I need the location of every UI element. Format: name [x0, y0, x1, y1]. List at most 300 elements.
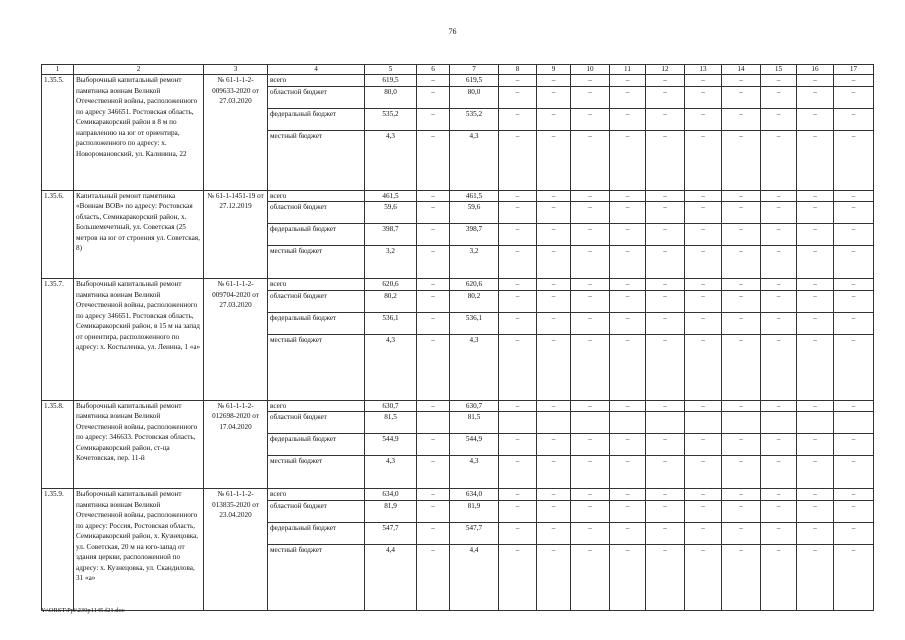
cell-col12: –	[646, 279, 685, 291]
cell-col11: –	[610, 500, 646, 522]
item-number: 1.35.7.	[42, 279, 74, 401]
cell-col12: –	[646, 434, 685, 456]
cell-col5: 461,5	[365, 190, 417, 202]
cell-col11: –	[610, 86, 646, 108]
cell-col7: 630,7	[450, 400, 499, 412]
cell-col15: –	[761, 130, 797, 190]
cell-col5: 4,4	[365, 544, 417, 610]
cell-col10: –	[571, 500, 610, 522]
cell-col8: –	[499, 108, 537, 130]
funding-source: местный бюджет	[268, 456, 365, 489]
funding-source: всего	[268, 190, 365, 202]
cell-col14: –	[722, 75, 761, 87]
cell-col10: –	[571, 290, 610, 312]
funding-source: областной бюджет	[268, 202, 365, 224]
cell-col11: –	[610, 190, 646, 202]
cell-col6: –	[417, 312, 450, 334]
cell-col13: –	[685, 279, 722, 291]
cell-col9: –	[537, 224, 571, 246]
cell-col11: –	[610, 108, 646, 130]
item-number: 1.35.5.	[42, 75, 74, 191]
cell-col7: 4,4	[450, 544, 499, 610]
cell-col7: 81,5	[450, 412, 499, 434]
table-row	[42, 190, 874, 202]
cell-col9: –	[537, 290, 571, 312]
cell-col5: 80,2	[365, 290, 417, 312]
cell-col17: –	[834, 522, 874, 544]
cell-col10: –	[571, 400, 610, 412]
cell-col14: –	[722, 500, 761, 522]
cell-col15: –	[761, 544, 797, 610]
cell-col9: –	[537, 544, 571, 610]
item-document-ref: № 61-1-1-2-009633-2020 от 27.03.2020	[204, 75, 268, 191]
cell-col14: –	[722, 312, 761, 334]
cell-col13: –	[685, 190, 722, 202]
column-header: 5	[365, 65, 417, 75]
cell-col15	[761, 412, 797, 434]
column-header: 6	[417, 65, 450, 75]
table-row	[42, 489, 874, 501]
cell-col8: –	[499, 456, 537, 489]
cell-col13: –	[685, 224, 722, 246]
footer-file-path: Y:\ORST\Ppi\230p1145.f21.doc	[41, 607, 125, 614]
cell-col13: –	[685, 108, 722, 130]
cell-col9: –	[537, 500, 571, 522]
cell-col8: –	[499, 246, 537, 279]
cell-col14: –	[722, 86, 761, 108]
cell-col8: –	[499, 522, 537, 544]
cell-col17: –	[834, 202, 874, 224]
item-document-ref: № 61-1-1-2-013835-2020 от 23.04.2020	[204, 489, 268, 611]
cell-col16: –	[797, 290, 834, 312]
cell-col5: 59,6	[365, 202, 417, 224]
cell-col15: –	[761, 86, 797, 108]
cell-col9: –	[537, 400, 571, 412]
cell-col17: –	[834, 75, 874, 87]
cell-col8: –	[499, 544, 537, 610]
cell-col7: 3,2	[450, 246, 499, 279]
cell-col12: –	[646, 224, 685, 246]
cell-col5: 80,0	[365, 86, 417, 108]
cell-col15: –	[761, 334, 797, 400]
cell-col15: –	[761, 456, 797, 489]
cell-col10: –	[571, 246, 610, 279]
cell-col10: –	[571, 456, 610, 489]
cell-col11: –	[610, 312, 646, 334]
cell-col7: 536,1	[450, 312, 499, 334]
column-header: 2	[74, 65, 204, 75]
column-header: 13	[685, 65, 722, 75]
cell-col8: –	[499, 489, 537, 501]
funding-source: федеральный бюджет	[268, 522, 365, 544]
cell-col12: –	[646, 312, 685, 334]
cell-col17: –	[834, 290, 874, 312]
item-description: Выборочный капитальный ремонт памятника воинам Великой Отечественной войны, расположенного по адресу 346651. Ростовская область, Семикаракорский район в 8 м по направлению на юг от ориентира, расположенного по адресу: х. Новоромановский, ул. Калинина, 22	[74, 75, 204, 191]
cell-col17: –	[834, 456, 874, 489]
cell-col17: –	[834, 544, 874, 610]
cell-col16: –	[797, 544, 834, 610]
cell-col7: 619,5	[450, 75, 499, 87]
cell-col11: –	[610, 130, 646, 190]
cell-col13: –	[685, 489, 722, 501]
cell-col9: –	[537, 456, 571, 489]
cell-col8: –	[499, 500, 537, 522]
item-number: 1.35.6.	[42, 190, 74, 279]
cell-col12: –	[646, 130, 685, 190]
item-document-ref: № 61-1-1-2-012698-2020 от 17.04.2020	[204, 400, 268, 489]
cell-col17: –	[834, 400, 874, 412]
cell-col10: –	[571, 108, 610, 130]
column-header: 12	[646, 65, 685, 75]
cell-col6: –	[417, 489, 450, 501]
cell-col12: –	[646, 86, 685, 108]
item-document-ref: № 61-1-1-2-009704-2020 от 27.03.2020	[204, 279, 268, 401]
cell-col16: –	[797, 500, 834, 522]
cell-col11: –	[610, 246, 646, 279]
cell-col15: –	[761, 108, 797, 130]
cell-col15: –	[761, 290, 797, 312]
cell-col8: –	[499, 334, 537, 400]
cell-col9: –	[537, 202, 571, 224]
cell-col8	[499, 412, 537, 434]
item-description: Капитальный ремонт памятника «Воинам ВОВ» по адресу: Ростовская область, Семикаракорский район, х. Большемечетный, ул. Советская (25 метров на юг от строения ул. Советская, 8)	[74, 190, 204, 279]
cell-col8: –	[499, 190, 537, 202]
cell-col12: –	[646, 489, 685, 501]
cell-col9	[537, 412, 571, 434]
item-description: Выборочный капитальный ремонт памятника воинам Великой Отечественной войны, расположенного по адресу 346651. Ростовская область, Семикаракорский район, в 15 м на запад от ориентира, расположенного по адресу: х. Костыленка, ул. Ленина, 1 «а»	[74, 279, 204, 401]
cell-col10: –	[571, 75, 610, 87]
cell-col10: –	[571, 334, 610, 400]
cell-col9: –	[537, 489, 571, 501]
cell-col13: –	[685, 290, 722, 312]
cell-col11: –	[610, 290, 646, 312]
cell-col13: –	[685, 312, 722, 334]
cell-col8: –	[499, 130, 537, 190]
cell-col15: –	[761, 522, 797, 544]
cell-col13: –	[685, 202, 722, 224]
cell-col12: –	[646, 246, 685, 279]
cell-col6: –	[417, 400, 450, 412]
cell-col10: –	[571, 489, 610, 501]
cell-col11: –	[610, 224, 646, 246]
column-header: 11	[610, 65, 646, 75]
cell-col14: –	[722, 400, 761, 412]
cell-col6: –	[417, 86, 450, 108]
cell-col16	[797, 412, 834, 434]
cell-col16: –	[797, 312, 834, 334]
cell-col7: 535,2	[450, 108, 499, 130]
item-number: 1.35.9.	[42, 489, 74, 611]
cell-col13: –	[685, 500, 722, 522]
cell-col9: –	[537, 434, 571, 456]
cell-col17: –	[834, 108, 874, 130]
cell-col13	[685, 412, 722, 434]
cell-col17: –	[834, 500, 874, 522]
cell-col13: –	[685, 130, 722, 190]
cell-col15: –	[761, 190, 797, 202]
funding-source: местный бюджет	[268, 130, 365, 190]
cell-col14: –	[722, 108, 761, 130]
cell-col14: –	[722, 130, 761, 190]
cell-col8: –	[499, 224, 537, 246]
cell-col11: –	[610, 456, 646, 489]
column-header: 16	[797, 65, 834, 75]
cell-col17: –	[834, 312, 874, 334]
cell-col14: –	[722, 522, 761, 544]
cell-col17: –	[834, 190, 874, 202]
cell-col15: –	[761, 246, 797, 279]
cell-col14: –	[722, 456, 761, 489]
table-row	[42, 279, 874, 291]
cell-col7: 620,6	[450, 279, 499, 291]
cell-col5: 547,7	[365, 522, 417, 544]
cell-col6: –	[417, 279, 450, 291]
cell-col7: 547,7	[450, 522, 499, 544]
cell-col5: 619,5	[365, 75, 417, 87]
cell-col17: –	[834, 434, 874, 456]
cell-col11: –	[610, 489, 646, 501]
cell-col16: –	[797, 522, 834, 544]
cell-col12: –	[646, 334, 685, 400]
cell-col10	[571, 412, 610, 434]
cell-col7: 80,0	[450, 86, 499, 108]
cell-col14	[722, 412, 761, 434]
cell-col6: –	[417, 130, 450, 190]
cell-col8: –	[499, 279, 537, 291]
column-header: 8	[499, 65, 537, 75]
cell-col13: –	[685, 86, 722, 108]
budget-table	[41, 64, 874, 611]
cell-col7: 4,3	[450, 334, 499, 400]
cell-col7: 461,5	[450, 190, 499, 202]
cell-col11: –	[610, 522, 646, 544]
cell-col17: –	[834, 489, 874, 501]
cell-col15: –	[761, 400, 797, 412]
cell-col17: –	[834, 334, 874, 400]
cell-col9: –	[537, 130, 571, 190]
cell-col16: –	[797, 246, 834, 279]
cell-col16: –	[797, 279, 834, 291]
cell-col16: –	[797, 489, 834, 501]
funding-source: всего	[268, 400, 365, 412]
cell-col9: –	[537, 246, 571, 279]
cell-col11: –	[610, 202, 646, 224]
cell-col12: –	[646, 75, 685, 87]
cell-col17: –	[834, 246, 874, 279]
cell-col17	[834, 412, 874, 434]
cell-col9: –	[537, 86, 571, 108]
cell-col10: –	[571, 202, 610, 224]
cell-col8: –	[499, 202, 537, 224]
funding-source: областной бюджет	[268, 290, 365, 312]
cell-col15: –	[761, 500, 797, 522]
cell-col5: 4,3	[365, 334, 417, 400]
cell-col12: –	[646, 522, 685, 544]
cell-col8: –	[499, 434, 537, 456]
cell-col15: –	[761, 202, 797, 224]
funding-source: всего	[268, 279, 365, 291]
cell-col6: –	[417, 246, 450, 279]
cell-col16: –	[797, 75, 834, 87]
cell-col16: –	[797, 190, 834, 202]
cell-col8: –	[499, 400, 537, 412]
cell-col16: –	[797, 400, 834, 412]
cell-col13: –	[685, 456, 722, 489]
page-number: 76	[448, 27, 457, 36]
funding-source: местный бюджет	[268, 246, 365, 279]
cell-col12: –	[646, 456, 685, 489]
cell-col16: –	[797, 456, 834, 489]
cell-col9: –	[537, 279, 571, 291]
cell-col15: –	[761, 279, 797, 291]
column-header: 4	[268, 65, 365, 75]
funding-source: всего	[268, 75, 365, 87]
funding-source: местный бюджет	[268, 334, 365, 400]
cell-col12: –	[646, 544, 685, 610]
cell-col9: –	[537, 75, 571, 87]
cell-col8: –	[499, 86, 537, 108]
cell-col5: 630,7	[365, 400, 417, 412]
cell-col15: –	[761, 224, 797, 246]
cell-col9: –	[537, 334, 571, 400]
cell-col13: –	[685, 522, 722, 544]
cell-col14: –	[722, 544, 761, 610]
cell-col13: –	[685, 334, 722, 400]
cell-col5: 81,5	[365, 412, 417, 434]
cell-col11: –	[610, 400, 646, 412]
cell-col9: –	[537, 312, 571, 334]
cell-col15: –	[761, 489, 797, 501]
cell-col7: 80,2	[450, 290, 499, 312]
cell-col11: –	[610, 75, 646, 87]
cell-col5: 4,3	[365, 456, 417, 489]
cell-col7: 544,9	[450, 434, 499, 456]
cell-col16: –	[797, 86, 834, 108]
column-header: 7	[450, 65, 499, 75]
column-header: 1	[42, 65, 74, 75]
column-header: 17	[834, 65, 874, 75]
cell-col10: –	[571, 522, 610, 544]
cell-col12: –	[646, 400, 685, 412]
cell-col12: –	[646, 202, 685, 224]
cell-col11	[610, 412, 646, 434]
cell-col17: –	[834, 224, 874, 246]
column-header: 14	[722, 65, 761, 75]
item-description: Выборочный капитальный ремонт памятника воинам Великой Отечественной войны, расположенного по адресу: 346633. Ростовская область, Семикаракорский район, ст-ца Кочетовская, пер. 11-й	[74, 400, 204, 489]
cell-col13: –	[685, 75, 722, 87]
funding-source: федеральный бюджет	[268, 434, 365, 456]
cell-col11: –	[610, 279, 646, 291]
cell-col7: 59,6	[450, 202, 499, 224]
cell-col14: –	[722, 434, 761, 456]
cell-col11: –	[610, 544, 646, 610]
cell-col11: –	[610, 434, 646, 456]
table-row	[42, 75, 874, 87]
cell-col15: –	[761, 75, 797, 87]
cell-col7: 634,0	[450, 489, 499, 501]
cell-col5: 81,9	[365, 500, 417, 522]
cell-col11: –	[610, 334, 646, 400]
column-header: 10	[571, 65, 610, 75]
cell-col6: –	[417, 224, 450, 246]
cell-col5: 3,2	[365, 246, 417, 279]
cell-col13: –	[685, 544, 722, 610]
cell-col13: –	[685, 400, 722, 412]
cell-col9: –	[537, 522, 571, 544]
cell-col5: 536,1	[365, 312, 417, 334]
cell-col7: 4,3	[450, 456, 499, 489]
cell-col12: –	[646, 290, 685, 312]
cell-col16: –	[797, 130, 834, 190]
cell-col17: –	[834, 86, 874, 108]
cell-col12: –	[646, 500, 685, 522]
cell-col7: 81,9	[450, 500, 499, 522]
cell-col14: –	[722, 279, 761, 291]
cell-col6: –	[417, 522, 450, 544]
cell-col8: –	[499, 290, 537, 312]
cell-col14: –	[722, 246, 761, 279]
cell-col10: –	[571, 224, 610, 246]
cell-col6: –	[417, 334, 450, 400]
cell-col15: –	[761, 434, 797, 456]
funding-source: федеральный бюджет	[268, 108, 365, 130]
cell-col17: –	[834, 130, 874, 190]
cell-col16: –	[797, 202, 834, 224]
cell-col14: –	[722, 489, 761, 501]
cell-col6: –	[417, 290, 450, 312]
column-header: 3	[204, 65, 268, 75]
cell-col13: –	[685, 434, 722, 456]
cell-col6: –	[417, 456, 450, 489]
cell-col5: 4,3	[365, 130, 417, 190]
cell-col16: –	[797, 334, 834, 400]
column-header-row	[42, 65, 874, 75]
funding-source: областной бюджет	[268, 500, 365, 522]
cell-col16: –	[797, 224, 834, 246]
cell-col6: –	[417, 500, 450, 522]
funding-source: областной бюджет	[268, 412, 365, 434]
cell-col5: 398,7	[365, 224, 417, 246]
cell-col10: –	[571, 312, 610, 334]
cell-col10: –	[571, 434, 610, 456]
funding-source: всего	[268, 489, 365, 501]
funding-source: федеральный бюджет	[268, 312, 365, 334]
cell-col16: –	[797, 108, 834, 130]
cell-col16: –	[797, 434, 834, 456]
cell-col12	[646, 412, 685, 434]
cell-col12: –	[646, 108, 685, 130]
column-header: 15	[761, 65, 797, 75]
cell-col10: –	[571, 86, 610, 108]
cell-col10: –	[571, 130, 610, 190]
table-row	[42, 400, 874, 412]
cell-col10: –	[571, 544, 610, 610]
cell-col10: –	[571, 190, 610, 202]
cell-col14: –	[722, 290, 761, 312]
cell-col14: –	[722, 190, 761, 202]
cell-col14: –	[722, 334, 761, 400]
cell-col17: –	[834, 279, 874, 291]
cell-col9: –	[537, 108, 571, 130]
cell-col7: 398,7	[450, 224, 499, 246]
cell-col5: 620,6	[365, 279, 417, 291]
cell-col12: –	[646, 190, 685, 202]
cell-col5: 535,2	[365, 108, 417, 130]
funding-source: местный бюджет	[268, 544, 365, 610]
cell-col6: –	[417, 544, 450, 610]
cell-col14: –	[722, 224, 761, 246]
cell-col6	[417, 412, 450, 434]
